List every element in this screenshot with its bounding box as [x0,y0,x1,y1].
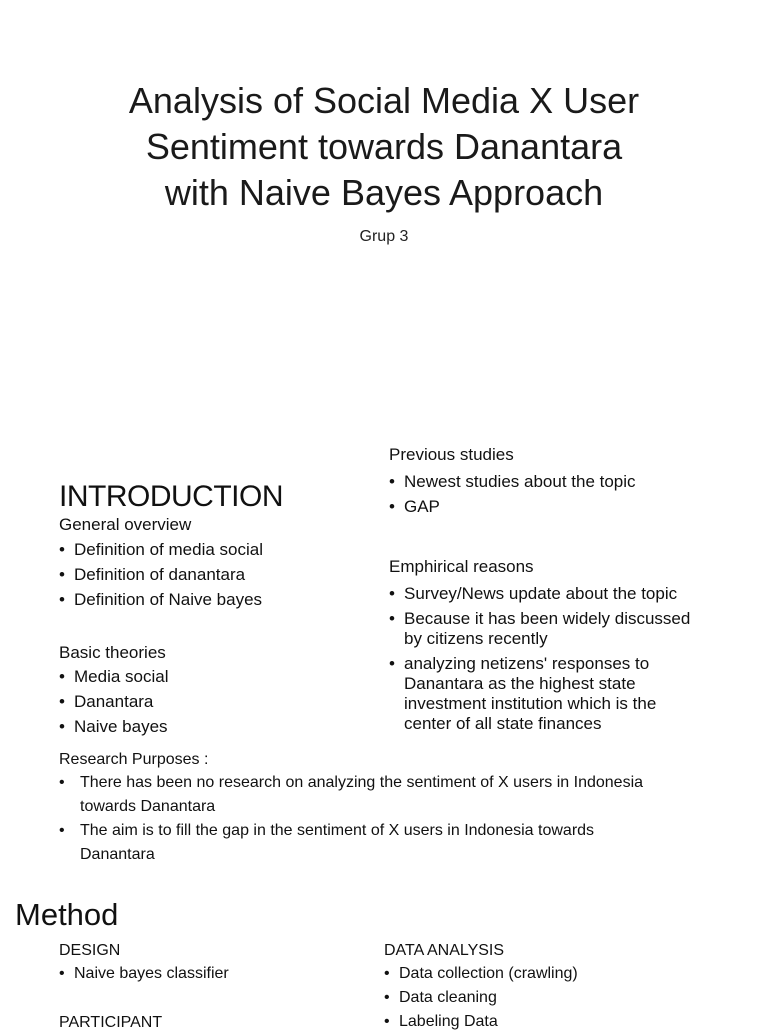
list-item: • The aim is to fill the gap in the sentiment of X users in Indonesia towards Danantara [59,819,659,867]
list-item: • Media social [59,667,359,687]
title-line-2: Sentiment towards Danantara [145,126,623,167]
design-list [59,963,359,987]
slide-subtitle: Grup 3 [359,228,409,245]
general-overview-label: General overview [59,515,192,534]
basic-theories-list [59,667,359,742]
list-item: • Newest studies about the topic [389,472,719,492]
list-item: • Danantara [59,692,359,712]
list-item: • Because it has been widely discussed by citizens recently [389,609,707,649]
data-analysis-list [384,963,714,1035]
list-item: • Naive bayes classifier [59,963,359,985]
method-heading: Method [15,897,119,932]
design-label: DESIGN [59,942,121,959]
previous-studies-label: Previous studies [389,445,514,464]
list-item: • Labeling Data [384,1011,714,1033]
emphirical-reasons-list [389,584,707,739]
slide-title [60,78,708,216]
list-item: • analyzing netizens' responses to Danantara as the highest state investment institution which is the center of all state finances [389,654,707,734]
participant-label: PARTICIPANT [59,1014,163,1031]
list-item: • Data cleaning [384,987,714,1009]
previous-studies-list [389,472,719,522]
list-item: • Definition of media social [59,540,359,560]
list-item: • Definition of danantara [59,565,359,585]
general-overview-list [59,540,359,615]
emphirical-reasons-label: Emphirical reasons [389,557,534,576]
list-item: • Data collection (crawling) [384,963,714,985]
list-item: • GAP [389,497,719,517]
list-item: • There has been no research on analyzing the sentiment of X users in Indonesia towards Danantara [59,771,659,819]
list-item: • Naive bayes [59,717,359,737]
basic-theories-label: Basic theories [59,643,166,662]
list-item: • Survey/News update about the topic [389,584,707,604]
research-purposes-label: Research Purposes : [59,751,209,768]
title-line-1: Analysis of Social Media X User [128,80,640,121]
title-line-3: with Naive Bayes Approach [164,172,604,213]
data-analysis-label: DATA ANALYSIS [384,942,505,959]
research-purposes-list [59,771,659,867]
introduction-heading: INTRODUCTION [59,480,283,513]
list-item: • Definition of Naive bayes [59,590,359,610]
